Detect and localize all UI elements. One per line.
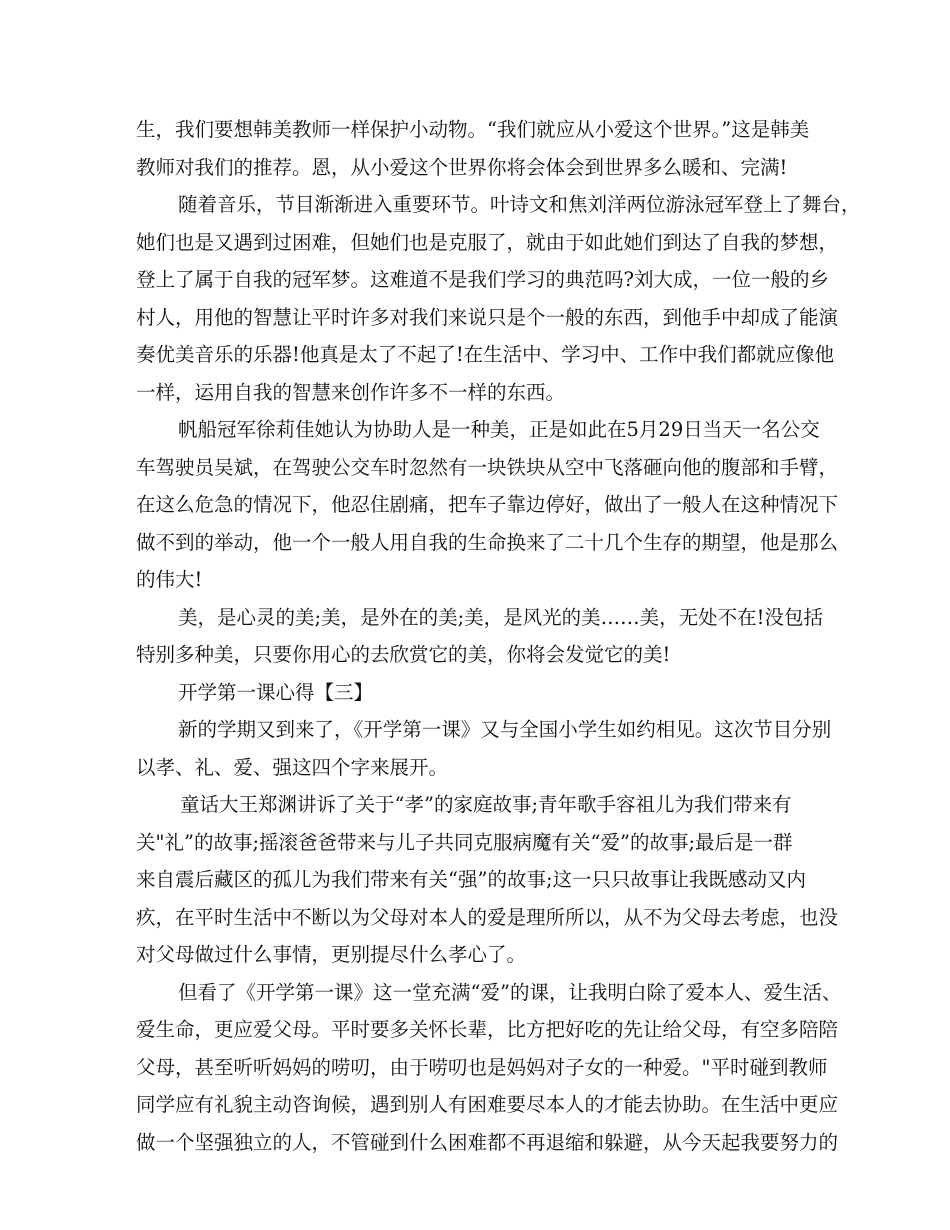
- section-heading: 开学第一课心得【三】: [178, 681, 374, 704]
- text-line: 童话大王郑渊讲诉了关于“孝”的家庭故事;青年歌手容祖儿为我们带来有: [180, 793, 792, 816]
- text-line: 来自震后藏区的孤儿为我们带来有关“强”的故事;这一只只故事让我既感动又内: [136, 868, 807, 891]
- text-line: 爱生命，更应爱父母。平时要多关怀长辈，比方把好吃的先让给父母，有空多陪陪: [136, 1018, 839, 1041]
- text-line: 帆船冠军徐莉佳她认为协助人是一种美，正是如此在5月29日当天一名公交: [178, 418, 820, 441]
- text-line: 但看了《开学第一课》这一堂充满“爱”的课，让我明白除了爱本人、爱生活、: [178, 981, 842, 1004]
- text-line: 她们也是又遇到过困难，但她们也是克服了，就由于如此她们到达了自我的梦想，: [136, 231, 839, 254]
- text-line: 奏优美音乐的乐器!他真是太了不起了!在生活中、学习中、工作中我们都就应像他: [136, 343, 835, 366]
- text-line: 村人，用他的智慧让平时许多对我们来说只是个一般的东西，到他手中却成了能演: [136, 306, 839, 329]
- text-line: 父母，甚至听听妈妈的唠叨，由于唠叨也是妈妈对子女的一种爱。"平时碰到教师: [136, 1056, 828, 1079]
- text-line: 新的学期又到来了，《开学第一课》又与全国小学生如约相见。这次节目分别: [178, 718, 832, 741]
- text-line: 车驾驶员吴斌，在驾驶公交车时忽然有一块铁块从空中飞落砸向他的腹部和手臂，: [136, 456, 839, 479]
- text-line: 教师对我们的推荐。恩，从小爱这个世界你将会体会到世界多么暖和、完满!: [136, 156, 788, 179]
- text-line: 同学应有礼貌主动咨询候，遇到别人有困难要尽本人的才能去协助。在生活中更应: [136, 1093, 839, 1116]
- text-line: 在这么危急的情况下，他忍住剧痛，把车子靠边停好，做出了一般人在这种情况下: [136, 493, 839, 516]
- text-line: 随着音乐，节目渐渐进入重要环节。叶诗文和焦刘洋两位游泳冠军登上了舞台，: [178, 193, 861, 216]
- text-line: 做一个坚强独立的人，不管碰到什么困难都不再退缩和躲避，从今天起我要努力的: [136, 1131, 839, 1154]
- text-line: 登上了属于自我的冠军梦。这难道不是我们学习的典范吗?刘大成，一位一般的乡: [136, 268, 829, 291]
- text-line: 的伟大!: [136, 568, 203, 591]
- text-line: 做不到的举动，他一个一般人用自我的生命换来了二十几个生存的期望，他是那么: [136, 531, 839, 554]
- text-line: 美，是心灵的美;美，是外在的美;美，是风光的美……美，无处不在!没包括: [178, 606, 823, 629]
- text-line: 以孝、礼、爱、强这四个字来展开。: [136, 756, 449, 779]
- text-line: 关"礼”的故事;摇滚爸爸带来与儿子共同克服病魔有关“爱”的故事;最后是一群: [136, 831, 793, 854]
- text-line: 特别多种美，只要你用心的去欣赏它的美，你将会发觉它的美!: [136, 643, 671, 666]
- text-line: 生，我们要想韩美教师一样保护小动物。“我们就应从小爱这个世界。”这是韩美: [136, 118, 810, 141]
- text-line: 一样，运用自我的智慧来创作许多不一样的东西。: [136, 381, 566, 404]
- text-line: 对父母做过什么事情，更别提尽什么孝心了。: [136, 943, 527, 966]
- text-line: 疚，在平时生活中不断以为父母对本人的爱是理所所以，从不为父母去考虑，也没: [136, 906, 839, 929]
